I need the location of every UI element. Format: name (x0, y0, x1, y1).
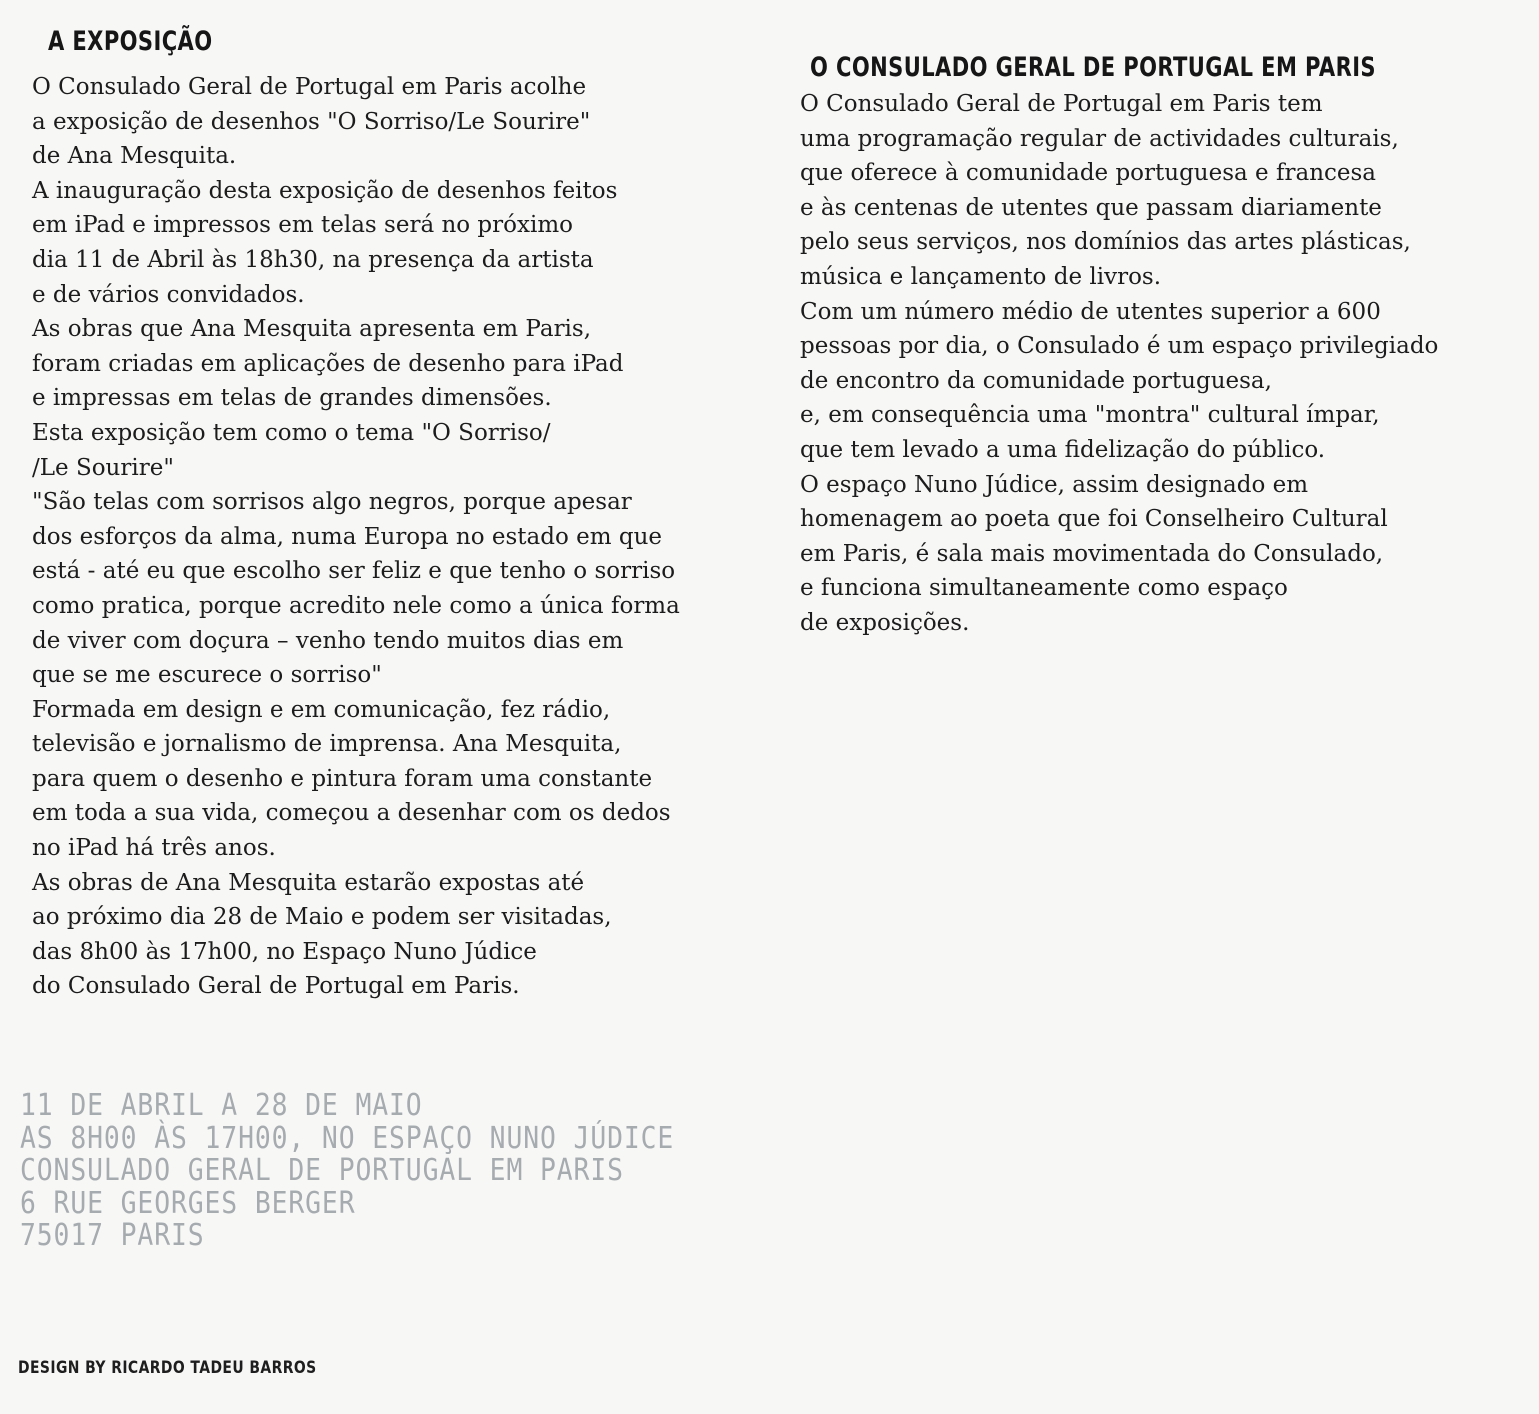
info-dates: 11 DE ABRIL A 28 DE MAIO (20, 1088, 423, 1123)
text-line: das 8h00 às 17h00, no Espaço Nuno Júdice (32, 938, 537, 965)
text-line: pessoas por dia, o Consulado é um espaço privilegiado (800, 333, 1439, 360)
text-line: Com um número médio de utentes superior a 600 (800, 298, 1381, 325)
text-line: de viver com doçura – venho tendo muitos dias em (32, 627, 624, 654)
text-line: e às centenas de utentes que passam diariamente (800, 194, 1382, 221)
text-line: dos esforços da alma, numa Europa no estado em que (32, 523, 663, 550)
text-line: em Paris, é sala mais movimentada do Consulado, (800, 540, 1384, 567)
text-line: que se me escurece o sorriso" (32, 662, 382, 689)
text-line: a exposição de desenhos "O Sorriso/Le Sourire" (32, 108, 591, 135)
text-line: Esta exposição tem como o tema "O Sorriso/ (32, 419, 551, 446)
text-line: de encontro da comunidade portuguesa, (800, 367, 1272, 394)
text-line: uma programação regular de actividades culturais, (800, 125, 1399, 152)
info-street: 6 RUE GEORGES BERGER (20, 1185, 356, 1221)
text-line: que tem levado a uma fidelização do público. (800, 436, 1326, 463)
text-line: e impressas em telas de grandes dimensões. (32, 385, 552, 412)
text-line: O Consulado Geral de Portugal em Paris acolhe (32, 74, 587, 100)
text-line: do Consulado Geral de Portugal em Paris. (32, 973, 520, 1000)
text-line: está - até eu que escolho ser feliz e que tenho o sorriso (32, 558, 676, 585)
consulate-text (800, 87, 1438, 641)
exhibition-info-block (20, 1090, 674, 1253)
text-line: televisão e jornalismo de imprensa. Ana Mesquita, (32, 731, 622, 758)
info-hours: AS 8H00 ÀS 17H00, NO ESPAÇO NUNO JÚDICE (20, 1120, 675, 1156)
text-line: e, em consequência uma "montra" cultural ímpar, (800, 402, 1380, 429)
text-line: de exposições. (800, 609, 970, 636)
text-line: "São telas com sorrisos algo negros, porque apesar (32, 489, 632, 516)
text-line: O espaço Nuno Júdice, assim designado em (800, 471, 1309, 498)
info-city: 75017 PARIS (20, 1218, 205, 1254)
text-line: em toda a sua vida, começou a desenhar com os dedos (32, 800, 671, 827)
text-line: pelo seus serviços, nos domínios das artes plásticas, (800, 229, 1411, 256)
text-line: A inauguração desta exposição de desenhos feitos (32, 177, 618, 204)
text-line: que oferece à comunidade portuguesa e francesa (800, 160, 1377, 187)
text-line: e funciona simultaneamente como espaço (800, 575, 1288, 602)
text-line: /Le Sourire" (32, 454, 174, 481)
exhibition-heading: A EXPOSIÇÃO (48, 26, 213, 57)
text-line: foram criadas em aplicações de desenho para iPad (32, 350, 624, 377)
text-line: As obras de Ana Mesquita estarão expostas até (32, 869, 585, 896)
text-line: e de vários convidados. (32, 281, 305, 308)
text-line: em iPad e impressos em telas será no próximo (32, 212, 573, 239)
text-line: música e lançamento de livros. (800, 263, 1162, 290)
text-line: dia 11 de Abril às 18h30, na presença da artista (32, 246, 594, 273)
text-line: de Ana Mesquita. (32, 143, 237, 170)
text-line: para quem o desenho e pintura foram uma constante (32, 765, 653, 792)
design-credit: DESIGN BY RICARDO TADEU BARROS (18, 1358, 317, 1378)
text-line: ao próximo dia 28 de Maio e podem ser visitadas, (32, 904, 612, 931)
text-line: Formada em design e em comunicação, fez rádio, (32, 696, 611, 723)
consulate-heading: O CONSULADO GERAL DE PORTUGAL EM PARIS (810, 52, 1376, 83)
text-line: O Consulado Geral de Portugal em Paris tem (800, 91, 1323, 117)
text-line: como pratica, porque acredito nele como a única forma (32, 592, 680, 619)
text-line: As obras que Ana Mesquita apresenta em Paris, (32, 316, 592, 343)
text-line: no iPad há três anos. (32, 835, 276, 862)
text-line: homenagem ao poeta que foi Conselheiro Cultural (800, 506, 1388, 533)
exhibition-text (32, 70, 680, 1004)
info-venue: CONSULADO GERAL DE PORTUGAL EM PARIS (20, 1153, 624, 1189)
